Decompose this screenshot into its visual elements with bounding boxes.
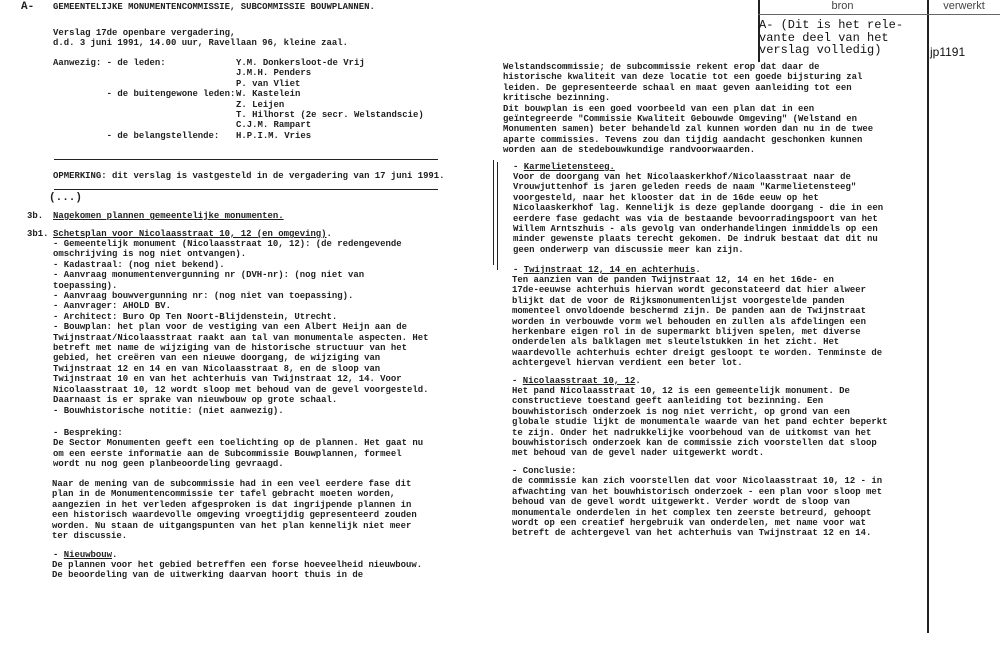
verwerkt-code: jp1191: [930, 45, 966, 59]
karmelietensteeg-text: Voor de doorgang van het Nicolaaskerkhof/Nicolaasstraat naar de Vrouwjuttenhof is jaren geleden reeds de naam "Karmelietensteeg" voorgesteld, naar het klooster dat in de 16de eeuw op het Nicolaaskerkhof lag. Kennelijk is deze geplande doorgang - die in een eerdere fase gedacht was via de bestaande bevoorradingspoort van het Willem Arntszhuis - als gevolg van onderhandelingen inmiddels op een minder gewenste plaats terecht gekomen. De indruk bestaat dat dit nu geen onderwerp van discussie meer kan zijn.: [513, 172, 884, 255]
margin-column-divider: [927, 0, 929, 633]
section-3b-title: Nagekomen plannen gemeentelijke monumenten.: [53, 211, 284, 221]
divider: [54, 189, 438, 190]
section-3b1-number: 3b1.: [27, 229, 49, 239]
karmelietensteeg-title: Karmelietensteeg.: [523, 162, 615, 172]
section-3b1-title: Schetsplan voor Nicolaasstraat 10, 12 (en omgeving): [53, 229, 327, 239]
discussion: - Bespreking: De Sector Monumenten geeft een toelichting op de plannen. Het gaat nu om een eerste informatie aan de Subcommissie Bouwplannen, formeel wordt nu nog geen planbeoordeling gevraagd.: [53, 428, 424, 470]
karmelietensteeg-heading: [513, 162, 615, 172]
punctuation: .: [635, 376, 641, 386]
nicolaasstraat-text: Het pand Nicolaasstraat 10, 12 is een gemeentelijk monument. De constructieve toestand geeft aanleiding tot bezinning. Een bouwhistorisch onderzoek is nog niet verricht, op grond van een globale studie lijkt de monumentale waarde van het pand echter beperkt te zijn. Onder het nadrukkelijke voorbehoud van de uitkomst van het bouwhistorisch onderzoek kan de commissie zich voorstellen dat sloop met behoud van de gevel nader uitgewerkt wordt.: [512, 386, 888, 459]
nicolaasstraat-title: Nicolaasstraat 10, 12: [522, 376, 636, 386]
dash: -: [53, 550, 64, 560]
nieuwbouw-title: Nieuwbouw: [63, 550, 113, 560]
plan-details: - Gemeentelijk monument (Nicolaasstraat 10, 12): (de redengevende omschrijving is nog niet ontvangen). - Kadastraal: (nog niet bekend). - Aanvraag monumentenvergunning nr (DVH-nr): (nog niet van toepassing). - Aanvraag bouwvergunning nr: (nog niet van toepassing). - Aanvrager: AHOLD BV. - Architect: Buro Op Ten Noort-Blijdenstein, Utrecht. - Bouwplan: het plan voor de vestiging van een Albert Heijn aan de Twijnstraat/Nicolaasstraat raakt aan tal van monumentale aspecten. Het betreft met name de wijziging van de historische structuur van het gebied, het creëren van een nieuwe doorgang, de wijziging van Twijnstraat 12 en 14 en van Nicolaasstraat 8, en de sloop van Twijnstraat 10 en van het achterhuis van Twijnstraat 12, 14. Voor Nicolaasstraat 10, 12 wordt sloop met behoud van de gevel voorgesteld. Daarnaast is er sprake van nieuwbouw op grote schaal. - Bouwhistorische notitie: (niet aanwezig).: [53, 239, 429, 416]
conclusion: - Conclusie: de commissie kan zich voorstellen dat voor Nicolaasstraat 10, 12 - in afwachting van het bouwhistorisch onderzoek - een plan voor sloop met behoud van de gevel wordt uitgewerkt. Verder wordt de sloop van monumentale onderdelen in het complex ten zeerste betreurd, gehoopt wordt op een creatief hergebruik van onderdelen, met name voor wat betreft de achtergevel van het achterhuis van Twijnstraat 12 en 14.: [512, 466, 883, 539]
change-bar: [497, 162, 498, 270]
change-bar: [493, 160, 494, 265]
remark: OPMERKING: dit verslag is vastgesteld in de vergadering van 17 juni 1991.: [53, 171, 445, 181]
section-3b1-heading: [53, 229, 332, 239]
margin-source-note: A- (Dit is het rele- vante deel van het verslag volledig): [759, 18, 904, 57]
twijnstraat-title: Twijnstraat 12, 14 en achterhuis: [523, 265, 696, 275]
twijnstraat-heading: [513, 265, 701, 275]
margin-header-rule: [758, 14, 1000, 15]
welstand-paragraph: Welstandscommissie; de subcommissie rekent erop dat daar de historische kwaliteit van deze locatie tot een goede bijsturing zal leiden. De gepresenteerde schaal en maat geven aanleiding tot een kritische bezinning. Dit bouwplan is een goed voorbeeld van een plan dat in een geïntegreerde "Commissie Kwaliteit Gebouwde Omgeving" (Welstand en Monumenten samen) beter behandeld zal kunnen worden dan nu in de twee aparte commissies. Tevens zou dan tijdig aandacht geschonken kunnen worden aan de stedebouwkundige randvoorwaarden.: [503, 62, 874, 156]
nicolaasstraat-heading: [512, 376, 641, 386]
document-title: GEMEENTELIJKE MONUMENTENCOMMISSIE, SUBCOMMISSIE BOUWPLANNEN.: [53, 2, 375, 12]
punctuation: .: [695, 265, 701, 275]
section-3b-number: 3b.: [27, 211, 44, 221]
attendance-names: Y.M. Donkersloot-de Vrij J.M.H. Penders P. van Vliet W. Kastelein Z. Leijen T. Hilhorst (2e secr. Welstandscie) C.J.M. Rampart H.P.I.M. Vries: [236, 58, 424, 141]
twijnstraat-text: Ten aanzien van de panden Twijnstraat 12, 14 en het 16de- en 17de-eeuwse achterhuis hiervan wordt geconstateerd dat hier alweer blijkt dat de voor de Rijksmonumentenlijst voorgestelde panden momenteel onvoldoende beschermd zijn. De panden aan de Twijnstraat worden in verbouwde vorm wel behouden en zullen als afdelingen een herkenbare eigen rol in de supermarkt blijven spelen, met diverse onderdelen als balklagen met sleutelstukken in het zicht. Het waardevolle achterhuis echter dreigt gesloopt te worden. Tenminste de achtergevel hiervan verdient een beter lot.: [512, 275, 883, 369]
margin-header-verwerkt: verwerkt: [943, 0, 985, 12]
divider: [54, 159, 438, 160]
punctuation: .: [326, 229, 332, 239]
dash: -: [513, 265, 524, 275]
attendance-labels: Aanwezig: - de leden: - de buitengewone leden: - de belangstellende:: [53, 58, 236, 141]
nieuwbouw-heading: [53, 550, 117, 560]
ellipsis: (...): [49, 192, 83, 204]
subcommission-opinion: Naar de mening van de subcommissie had in een veel eerdere fase dit plan in de Monumentencommissie ter tafel gebracht moeten worden, aangezien in het verleden afgesproken is dat ingrijpende plannen in een historisch waardevolle omgeving vroegtijdig gepresenteerd zouden worden. Nu staan de uitgangspunten van het plan kennelijk niet meer ter discussie.: [52, 479, 417, 542]
dash: -: [512, 376, 523, 386]
meeting-info: Verslag 17de openbare vergadering, d.d. 3 juni 1991, 14.00 uur, Ravellaan 96, kleine zaal.: [53, 28, 348, 49]
section-marker: A-: [21, 1, 35, 13]
dash: -: [513, 162, 524, 172]
nieuwbouw-text: De plannen voor het gebied betreffen een forse hoeveelheid nieuwbouw. De beoordeling van de uitwerking daarvan hoort thuis in de: [52, 560, 423, 581]
punctuation: .: [112, 550, 118, 560]
margin-header-bron: bron: [831, 0, 854, 12]
